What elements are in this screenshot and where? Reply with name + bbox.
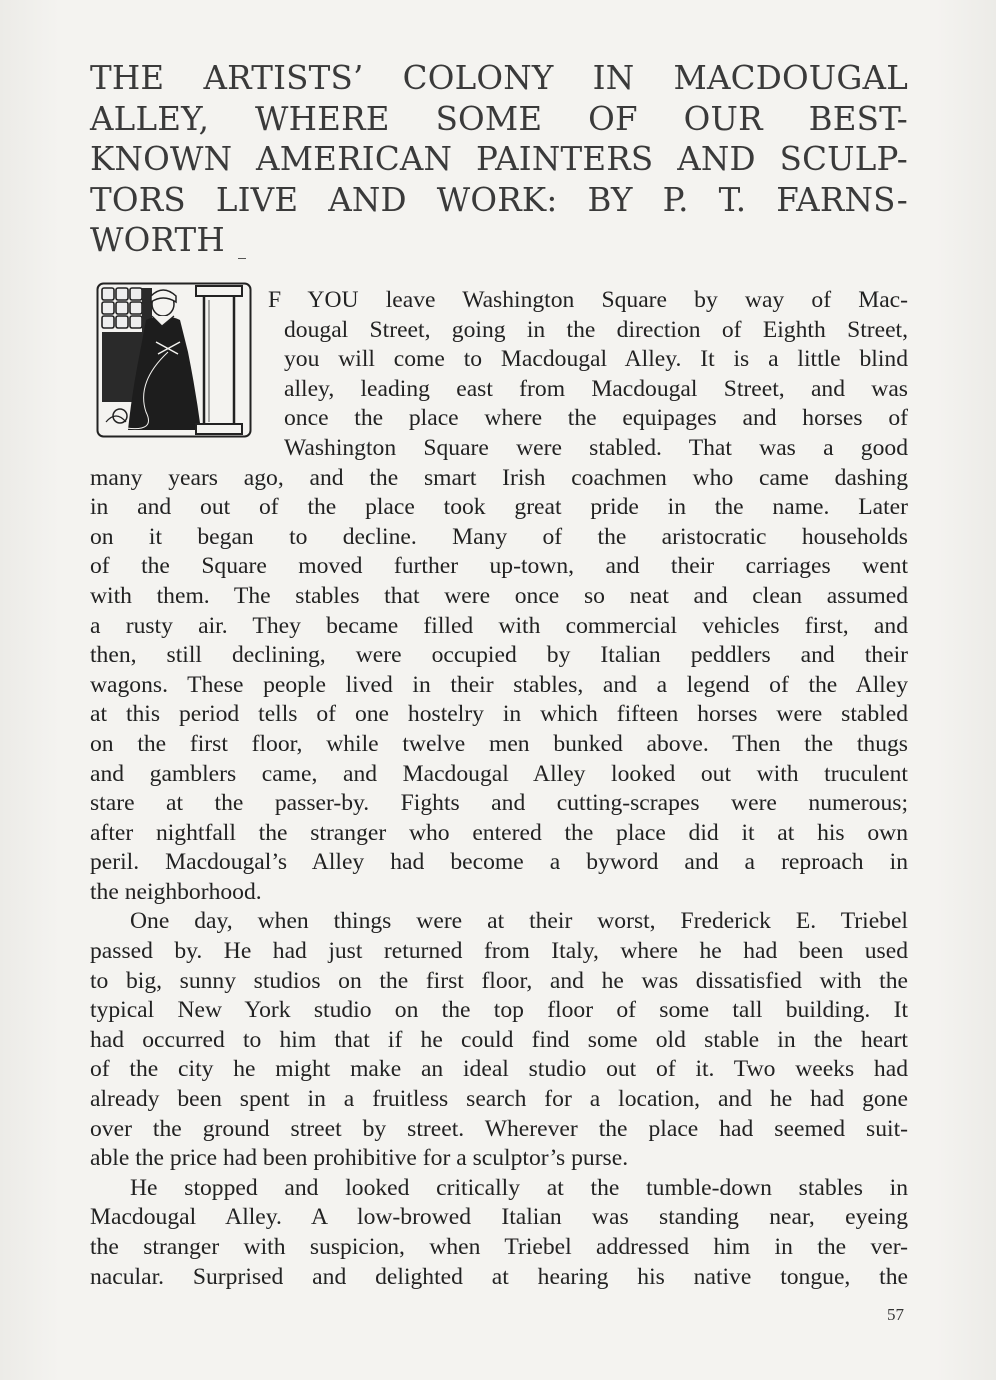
divider [238,258,246,259]
text-line: to big, sunny studios on the first floor, and he was dissatisfied with the [90,967,908,994]
text-line: the stranger with suspicion, when Triebel addressed him in the ver- [90,1234,908,1260]
text-line: after nightfall the stranger who entered the place did it at his own [90,819,908,846]
text-line: of the city he might make an ideal studio out of it. Two weeks had [90,1056,908,1083]
title-line: TORS LIVE AND WORK: BY P. T. FARNS- [90,180,908,219]
text-line: One day, when things were at their worst, Frederick E. Triebel [130,908,908,935]
text-line: over the ground street by street. Wherever the place had seemed suit- [90,1115,908,1142]
text-line: passed by. He had just returned from Italy, where he had been used [90,938,908,965]
text-line: a rusty air. They became filled with commercial vehicles first, and [90,612,908,639]
text-line: dougal Street, going in the direction of Eighth Street, [284,316,908,343]
title-line: KNOWN AMERICAN PAINTERS AND SCULP- [90,140,908,178]
text-line: already been spent in a fruitless search for a location, and he had gone [90,1086,908,1113]
text-line: once the place where the equipages and horses of [284,405,908,432]
text-line: had occurred to him that if he could find some old stable in the heart [90,1026,908,1053]
text-line: able the price had been prohibitive for a sculptor’s purse. [90,1145,629,1172]
text-line: He stopped and looked critically at the tumble-down stables in [130,1174,908,1201]
text-line: peril. Macdougal’s Alley had become a byword and a reproach in [90,849,908,876]
text-line: wagons. These people lived in their stables, and a legend of the Alley [90,671,908,698]
text-line: alley, leading east from Macdougal Street, and was [284,375,908,402]
title-line: WORTH [90,221,225,259]
text-line: Washington Square were stabled. That was a good [284,434,908,461]
text-line: with them. The stables that were once so neat and clean assumed [90,582,908,609]
text-line: Macdougal Alley. A low-browed Italian was standing near, eyeing [90,1204,908,1231]
title-line: THE ARTISTS’ COLONY IN MACDOUGAL [90,59,908,97]
article-body [90,286,908,1292]
text-line: you will come to Macdougal Alley. It is a little blind [284,346,908,373]
text-line: on the first floor, while twelve men bunked above. Then the thugs [90,730,908,757]
text-line: at this period tells of one hostelry in which fifteen horses were stabled [90,701,908,728]
article-title [90,58,908,261]
text-line: on it began to decline. Many of the aristocratic households [90,523,908,550]
title-line: ALLEY, WHERE SOME OF OUR BEST- [90,99,908,138]
text-line: nacular. Surprised and delighted at hearing his native tongue, the [90,1263,908,1290]
text-line: F YOU leave Washington Square by way of Mac- [268,287,908,313]
text-line: many years ago, and the smart Irish coachmen who came dashing [90,464,908,491]
text-line: the neighborhood. [90,878,262,905]
text-line: stare at the passer-by. Fights and cutting-scrapes were numerous; [90,790,908,817]
text-line: and gamblers came, and Macdougal Alley looked out with truculent [90,760,908,787]
text-line: in and out of the place took great pride in the name. Later [90,494,908,521]
text-line: of the Square moved further up-town, and their carriages went [90,553,908,580]
text-line: typical New York studio on the top floor of some tall building. It [90,997,908,1024]
text-line: then, still declining, were occupied by Italian peddlers and their [90,642,908,669]
page-number: 57 [887,1305,904,1324]
